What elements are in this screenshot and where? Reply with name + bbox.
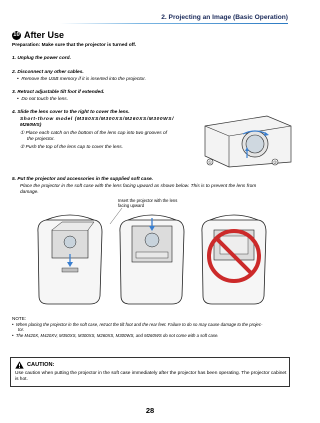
- page-header: [60, 14, 288, 21]
- step-1-title: 1. Unplug the power cord.: [12, 56, 71, 61]
- step-5-title: 5. Put the projector and accessories in the supplied soft case.: [12, 177, 154, 182]
- soft-case-3-prohibited: [202, 215, 266, 304]
- note-bullet-1-line-2: tor.: [18, 327, 25, 332]
- header-rule: [60, 23, 288, 25]
- section-title: [12, 29, 64, 41]
- section-number-badge: 10: [13, 32, 20, 38]
- soft-case-2: [120, 215, 184, 304]
- caution-box: [10, 357, 290, 387]
- step-4-model-line-1: Short-throw model (M350XS/M300XS/M260XS/M300WS/: [20, 117, 175, 122]
- callout-1: ①: [208, 160, 213, 165]
- soft-case-illustration: [32, 208, 272, 308]
- callout-2: ②: [273, 160, 278, 165]
- note-label: NOTE:: [12, 316, 27, 321]
- step-4-sub-1-number: ①: [20, 131, 25, 136]
- step-2-title: 2. Disconnect any other cables.: [12, 70, 84, 75]
- step-4-sub-1-line-2: the projector.: [27, 137, 55, 142]
- note-bullet-2: • The M420X, M420XV, M350XS, M300XS, M260XS, M300WS, and M260WS do not come with a soft case.: [12, 333, 219, 338]
- caution-title: CAUTION:: [27, 362, 55, 368]
- step-5-line-1: Place the projector in the soft case with the lens facing upward as shown below. This is to prevent the lens from: [20, 184, 257, 189]
- step-4-sub-2-number: ②: [20, 145, 25, 150]
- step-3-title: 3. Retract adjustable tilt foot if extended.: [12, 90, 105, 95]
- caution-header: [15, 361, 54, 369]
- lens-cover-illustration: [203, 112, 293, 168]
- soft-case-1: [38, 215, 102, 304]
- caution-text: Use caution when putting the projector in the soft case immediately after the projector has been operating. The projector cabinet is hot.: [15, 371, 287, 382]
- step-3-bullet: • Do not touch the lens.: [17, 97, 69, 102]
- step-4-model-line-2: M260WS): [20, 123, 42, 128]
- page-number: 28: [145, 406, 155, 415]
- step-2-bullet: • Remove the USB memory if it is inserted into the projector.: [17, 77, 146, 82]
- section-title-text: After Use: [24, 30, 65, 40]
- insert-label-line-1: Insert the projector with the lens: [118, 198, 178, 203]
- note-bullet-1-line-1: • When placing the projector in the soft case, retract the tilt foot and the rear feet. Failure to do so may cause damage to the projec-: [12, 322, 263, 327]
- warning-icon: [15, 361, 24, 369]
- preparation-text: Preparation: Make sure that the projector is turned off.: [12, 43, 137, 48]
- page-header-title: 2. Projecting an Image (Basic Operation): [161, 14, 288, 21]
- step-4-sub-1-line-1: ① Place each catch on the bottom of the lens cap into two grooves of: [20, 131, 167, 136]
- step-4-sub-2: ② Push the top of the lens cap to cover the lens.: [20, 145, 123, 150]
- step-4-title: 4. Slide the lens cover to the right to cover the lens.: [12, 110, 130, 115]
- insert-label-line-2: facing upward: [118, 203, 145, 208]
- step-5-line-2: damage.: [20, 190, 39, 195]
